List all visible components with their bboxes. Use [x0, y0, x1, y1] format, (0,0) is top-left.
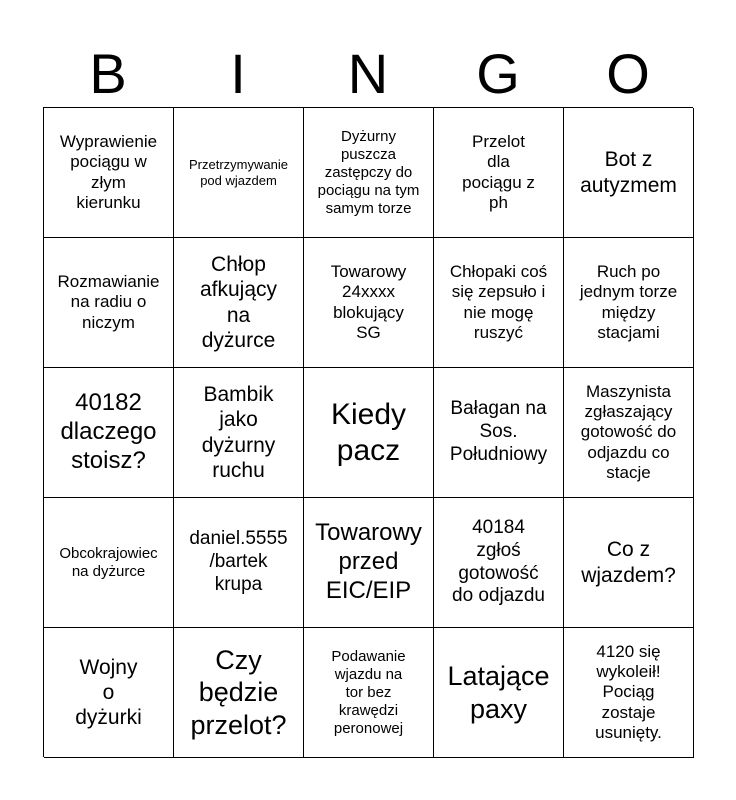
cell-text: Kiedy pacz: [330, 397, 407, 467]
bingo-cell-r5c5[interactable]: [564, 628, 694, 758]
cell-text: Przelot dla pociągu z ph: [462, 131, 535, 212]
cell-text: Towarowy 24xxxx blokujący SG: [330, 261, 407, 342]
bingo-cell-r4c3[interactable]: [304, 498, 434, 628]
bingo-cell-r4c4[interactable]: [434, 498, 564, 628]
bingo-cell-r2c1[interactable]: [44, 238, 174, 368]
bingo-cell-r4c2[interactable]: [174, 498, 304, 628]
bingo-cell-r3c1[interactable]: [44, 368, 174, 498]
cell-text: Bambik jako dyżurny ruchu: [201, 383, 276, 482]
bingo-cell-r2c2[interactable]: [174, 238, 304, 368]
bingo-cell-r3c2[interactable]: [174, 368, 304, 498]
cell-text: Przetrzymywanie pod wjazdem: [189, 156, 288, 188]
cell-text: Ruch po jednym torze między stacjami: [579, 261, 678, 342]
header-letter-n: N: [347, 42, 389, 105]
header-letter-b: B: [89, 42, 127, 105]
cell-text: Podawanie wjazdu na tor bez krawędzi peronowej: [331, 647, 406, 737]
bingo-cell-r2c5[interactable]: [564, 238, 694, 368]
cell-text: Obcokrajowiec na dyżurce: [59, 544, 158, 580]
cell-text: Co z wjazdem?: [581, 538, 676, 587]
bingo-cell-r2c3[interactable]: [304, 238, 434, 368]
bingo-cell-r1c2[interactable]: [174, 108, 304, 238]
bingo-cell-r5c1[interactable]: [44, 628, 174, 758]
bingo-cell-r1c5[interactable]: [564, 108, 694, 238]
header-letter-o: O: [606, 42, 650, 105]
cell-text: daniel.5555 /bartek krupa: [189, 528, 288, 595]
cell-text: Chłop afkujący na dyżurce: [199, 253, 278, 352]
bingo-cell-r5c4[interactable]: [434, 628, 564, 758]
bingo-cell-r5c3[interactable]: [304, 628, 434, 758]
cell-text: 40184 zgłoś gotowość do odjazdu: [452, 516, 545, 607]
cell-text: Wojny o dyżurki: [75, 655, 142, 730]
cell-text: Maszynista zgłaszający gotowość do odjazdu co stacje: [580, 381, 677, 483]
bingo-cell-r4c1[interactable]: [44, 498, 174, 628]
cell-text: Wyprawienie pociągu w złym kierunku: [59, 131, 158, 212]
bingo-cell-r5c2[interactable]: [174, 628, 304, 758]
cell-text: Dyżurny puszcza zastępczy do pociągu na tym samym torze: [317, 127, 420, 217]
bingo-cell-r1c4[interactable]: [434, 108, 564, 238]
header-letter-g: G: [476, 42, 520, 105]
cell-text: Latające paxy: [447, 661, 550, 724]
bingo-cell-r4c5[interactable]: [564, 498, 694, 628]
cell-text: Czy będzie przelot?: [190, 644, 287, 740]
cell-text: Towarowy przed EIC/EIP: [315, 519, 422, 604]
bingo-cell-r2c4[interactable]: [434, 238, 564, 368]
cell-text: Bot z autyzmem: [580, 148, 677, 197]
cell-text: 40182 dlaczego stoisz?: [60, 389, 157, 474]
bingo-header: [43, 40, 693, 108]
bingo-cell-r1c3[interactable]: [304, 108, 434, 238]
bingo-cell-r3c5[interactable]: [564, 368, 694, 498]
cell-text: Rozmawianie na radiu o niczym: [57, 271, 160, 332]
cell-text: Chłopaki coś się zepsuło i nie mogę ruszyć: [449, 261, 548, 342]
header-letter-i: I: [230, 42, 246, 105]
cell-text: Bałagan na Sos. Południowy: [449, 398, 548, 465]
bingo-cell-r1c1[interactable]: [44, 108, 174, 238]
bingo-cell-r3c4[interactable]: [434, 368, 564, 498]
bingo-cell-r3c3[interactable]: [304, 368, 434, 498]
bingo-grid: [43, 107, 693, 757]
cell-text: 4120 się wykoleił! Pociąg zostaje usunięty.: [595, 641, 662, 743]
